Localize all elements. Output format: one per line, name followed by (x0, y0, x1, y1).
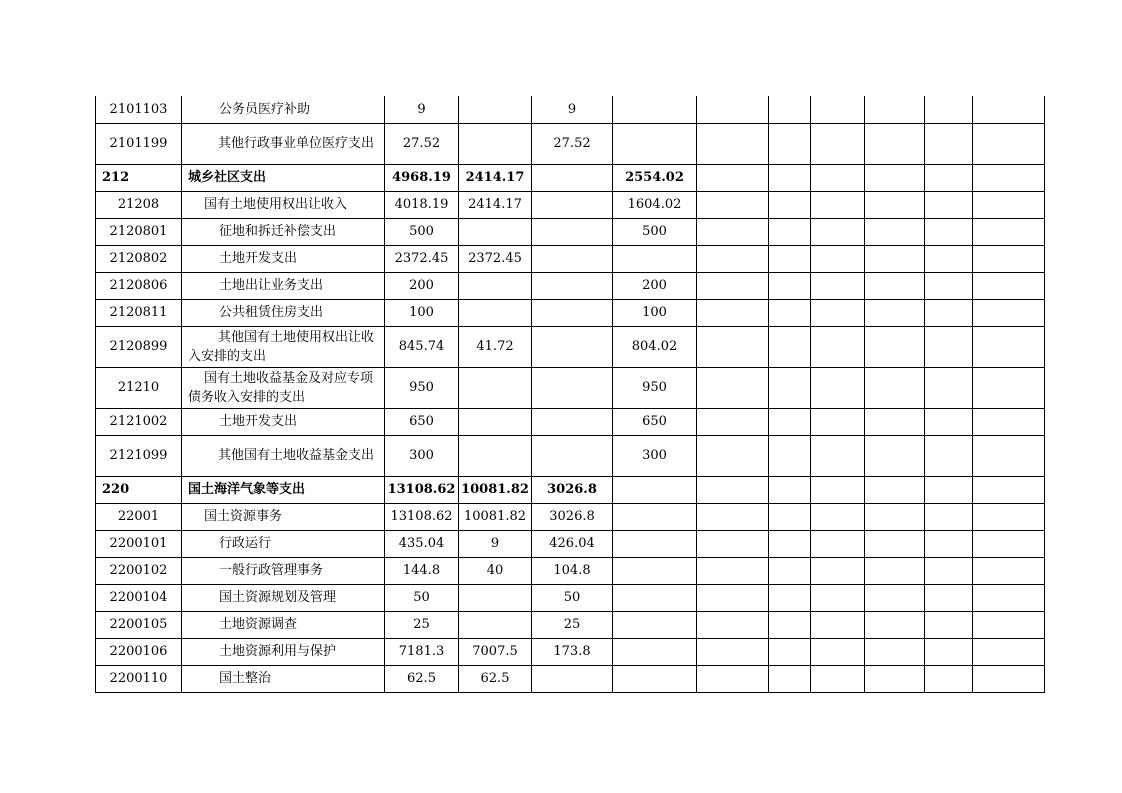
empty-cell (769, 611, 811, 638)
budget-table (95, 96, 1046, 693)
row-name: 土地资源调查 (182, 611, 385, 638)
table-row (96, 326, 1046, 367)
empty-cell (769, 638, 811, 665)
row-value-3: 100 (613, 299, 697, 326)
empty-cell (697, 584, 769, 611)
empty-cell (973, 408, 1045, 435)
empty-cell (973, 503, 1045, 530)
table-row (96, 96, 1046, 123)
row-value-1: 7007.5 (459, 638, 532, 665)
table-row (96, 584, 1046, 611)
empty-cell (811, 408, 865, 435)
table-body (96, 96, 1046, 692)
empty-cell (811, 123, 865, 164)
empty-cell (811, 299, 865, 326)
empty-cell (769, 367, 811, 408)
table-row (96, 123, 1046, 164)
empty-cell (865, 326, 925, 367)
row-name: 城乡社区支出 (182, 164, 385, 191)
row-name: 土地开发支出 (182, 408, 385, 435)
empty-cell (925, 299, 973, 326)
empty-cell (769, 326, 811, 367)
row-value-3: 2554.02 (613, 164, 697, 191)
row-code: 2101199 (96, 123, 182, 164)
row-value-2: 426.04 (532, 530, 613, 557)
empty-cell (697, 476, 769, 503)
row-code: 2200104 (96, 584, 182, 611)
row-value-3 (613, 530, 697, 557)
row-total: 300 (385, 435, 459, 476)
empty-cell (925, 367, 973, 408)
row-name: 国土资源事务 (182, 503, 385, 530)
empty-cell (811, 557, 865, 584)
empty-cell (769, 584, 811, 611)
row-value-3: 300 (613, 435, 697, 476)
table-row (96, 164, 1046, 191)
empty-cell (925, 123, 973, 164)
row-code: 2200102 (96, 557, 182, 584)
empty-cell (865, 299, 925, 326)
row-value-2: 3026.8 (532, 503, 613, 530)
empty-cell (697, 96, 769, 123)
empty-cell (769, 164, 811, 191)
empty-cell (697, 164, 769, 191)
row-value-2 (532, 326, 613, 367)
table-row (96, 435, 1046, 476)
row-total: 4018.19 (385, 191, 459, 218)
row-name: 其他国有土地收益基金支出 (182, 435, 385, 476)
empty-cell (769, 272, 811, 299)
empty-cell (769, 123, 811, 164)
row-value-1 (459, 435, 532, 476)
table-row (96, 218, 1046, 245)
table-row (96, 191, 1046, 218)
row-value-2 (532, 408, 613, 435)
row-name: 其他行政事业单位医疗支出 (182, 123, 385, 164)
row-value-1 (459, 96, 532, 123)
row-value-1 (459, 123, 532, 164)
empty-cell (811, 96, 865, 123)
empty-cell (973, 96, 1045, 123)
row-value-1 (459, 611, 532, 638)
row-total: 200 (385, 272, 459, 299)
row-value-2 (532, 191, 613, 218)
empty-cell (925, 435, 973, 476)
table-row (96, 638, 1046, 665)
row-code: 2200101 (96, 530, 182, 557)
empty-cell (925, 408, 973, 435)
empty-cell (865, 638, 925, 665)
table-row (96, 476, 1046, 503)
row-value-3: 650 (613, 408, 697, 435)
row-name: 公共租赁住房支出 (182, 299, 385, 326)
row-name: 国土资源规划及管理 (182, 584, 385, 611)
row-value-1 (459, 218, 532, 245)
empty-cell (925, 530, 973, 557)
empty-cell (925, 164, 973, 191)
row-value-3 (613, 557, 697, 584)
empty-cell (865, 557, 925, 584)
row-code: 2200110 (96, 665, 182, 692)
row-name: 其他国有土地使用权出让收入安排的支出 (182, 326, 385, 367)
empty-cell (865, 503, 925, 530)
row-name: 征地和拆迁补偿支出 (182, 218, 385, 245)
row-name: 国土海洋气象等支出 (182, 476, 385, 503)
row-name: 公务员医疗补助 (182, 96, 385, 123)
row-value-2 (532, 245, 613, 272)
empty-cell (769, 191, 811, 218)
empty-cell (973, 191, 1045, 218)
empty-cell (925, 272, 973, 299)
empty-cell (973, 611, 1045, 638)
empty-cell (697, 530, 769, 557)
row-value-1 (459, 584, 532, 611)
empty-cell (811, 245, 865, 272)
row-total: 13108.62 (385, 476, 459, 503)
row-total: 2372.45 (385, 245, 459, 272)
row-value-3 (613, 584, 697, 611)
row-value-2 (532, 272, 613, 299)
empty-cell (973, 299, 1045, 326)
empty-cell (769, 299, 811, 326)
row-value-3: 200 (613, 272, 697, 299)
row-name: 国土整治 (182, 665, 385, 692)
empty-cell (925, 476, 973, 503)
row-value-2 (532, 299, 613, 326)
row-code: 220 (96, 476, 182, 503)
empty-cell (973, 476, 1045, 503)
empty-cell (697, 299, 769, 326)
row-total: 25 (385, 611, 459, 638)
empty-cell (865, 272, 925, 299)
empty-cell (811, 435, 865, 476)
row-code: 21210 (96, 367, 182, 408)
empty-cell (697, 665, 769, 692)
empty-cell (769, 218, 811, 245)
row-value-2: 27.52 (532, 123, 613, 164)
empty-cell (811, 503, 865, 530)
empty-cell (973, 557, 1045, 584)
empty-cell (973, 272, 1045, 299)
empty-cell (973, 367, 1045, 408)
empty-cell (811, 367, 865, 408)
row-code: 2120899 (96, 326, 182, 367)
row-value-1 (459, 272, 532, 299)
empty-cell (769, 665, 811, 692)
row-value-2 (532, 367, 613, 408)
row-total: 144.8 (385, 557, 459, 584)
row-value-2: 50 (532, 584, 613, 611)
row-value-2 (532, 164, 613, 191)
row-value-3 (613, 638, 697, 665)
empty-cell (769, 245, 811, 272)
row-value-2: 9 (532, 96, 613, 123)
empty-cell (697, 638, 769, 665)
row-value-2: 173.8 (532, 638, 613, 665)
empty-cell (925, 611, 973, 638)
empty-cell (925, 96, 973, 123)
empty-cell (865, 435, 925, 476)
empty-cell (865, 611, 925, 638)
empty-cell (865, 408, 925, 435)
row-total: 7181.3 (385, 638, 459, 665)
row-code: 2200105 (96, 611, 182, 638)
row-value-2: 25 (532, 611, 613, 638)
empty-cell (865, 96, 925, 123)
row-value-2 (532, 218, 613, 245)
row-total: 845.74 (385, 326, 459, 367)
empty-cell (697, 611, 769, 638)
table-row (96, 367, 1046, 408)
empty-cell (973, 123, 1045, 164)
empty-cell (697, 123, 769, 164)
empty-cell (865, 665, 925, 692)
empty-cell (865, 218, 925, 245)
row-code: 2120811 (96, 299, 182, 326)
row-code: 2120802 (96, 245, 182, 272)
empty-cell (697, 326, 769, 367)
row-value-1: 2372.45 (459, 245, 532, 272)
empty-cell (769, 476, 811, 503)
row-value-2: 3026.8 (532, 476, 613, 503)
row-code: 2200106 (96, 638, 182, 665)
table-row (96, 503, 1046, 530)
row-value-1: 2414.17 (459, 164, 532, 191)
empty-cell (973, 638, 1045, 665)
row-name: 土地开发支出 (182, 245, 385, 272)
empty-cell (925, 665, 973, 692)
empty-cell (973, 245, 1045, 272)
table-row (96, 530, 1046, 557)
row-total: 50 (385, 584, 459, 611)
empty-cell (973, 665, 1045, 692)
row-name: 国有土地使用权出让收入 (182, 191, 385, 218)
empty-cell (925, 191, 973, 218)
empty-cell (811, 476, 865, 503)
empty-cell (769, 96, 811, 123)
table-row (96, 408, 1046, 435)
empty-cell (973, 584, 1045, 611)
row-total: 4968.19 (385, 164, 459, 191)
row-value-3 (613, 123, 697, 164)
empty-cell (811, 272, 865, 299)
empty-cell (769, 435, 811, 476)
row-value-2 (532, 665, 613, 692)
empty-cell (811, 584, 865, 611)
empty-cell (697, 272, 769, 299)
row-value-3: 804.02 (613, 326, 697, 367)
row-value-3: 500 (613, 218, 697, 245)
row-value-1 (459, 367, 532, 408)
row-code: 2121099 (96, 435, 182, 476)
row-code: 212 (96, 164, 182, 191)
empty-cell (973, 164, 1045, 191)
row-total: 650 (385, 408, 459, 435)
row-total: 9 (385, 96, 459, 123)
table-row (96, 299, 1046, 326)
empty-cell (925, 584, 973, 611)
empty-cell (865, 476, 925, 503)
empty-cell (769, 557, 811, 584)
empty-cell (769, 408, 811, 435)
row-total: 100 (385, 299, 459, 326)
row-value-3 (613, 611, 697, 638)
empty-cell (811, 191, 865, 218)
row-name: 土地出让业务支出 (182, 272, 385, 299)
empty-cell (769, 503, 811, 530)
row-name: 土地资源利用与保护 (182, 638, 385, 665)
empty-cell (811, 218, 865, 245)
empty-cell (697, 557, 769, 584)
table-row (96, 611, 1046, 638)
empty-cell (811, 665, 865, 692)
empty-cell (769, 530, 811, 557)
row-name: 一般行政管理事务 (182, 557, 385, 584)
empty-cell (811, 326, 865, 367)
empty-cell (865, 584, 925, 611)
row-total: 950 (385, 367, 459, 408)
row-code: 2120806 (96, 272, 182, 299)
empty-cell (811, 530, 865, 557)
row-total: 27.52 (385, 123, 459, 164)
empty-cell (973, 435, 1045, 476)
empty-cell (925, 638, 973, 665)
row-value-1: 40 (459, 557, 532, 584)
table-row (96, 665, 1046, 692)
row-total: 435.04 (385, 530, 459, 557)
row-value-3 (613, 245, 697, 272)
empty-cell (973, 326, 1045, 367)
table-row (96, 245, 1046, 272)
empty-cell (973, 218, 1045, 245)
row-value-1: 41.72 (459, 326, 532, 367)
empty-cell (865, 164, 925, 191)
empty-cell (811, 164, 865, 191)
empty-cell (973, 530, 1045, 557)
row-value-3 (613, 665, 697, 692)
empty-cell (865, 191, 925, 218)
row-name: 行政运行 (182, 530, 385, 557)
row-value-2: 104.8 (532, 557, 613, 584)
empty-cell (811, 611, 865, 638)
row-code: 2120801 (96, 218, 182, 245)
row-value-1 (459, 299, 532, 326)
empty-cell (697, 435, 769, 476)
row-value-3 (613, 503, 697, 530)
empty-cell (811, 638, 865, 665)
row-value-3 (613, 476, 697, 503)
empty-cell (865, 367, 925, 408)
row-value-1: 2414.17 (459, 191, 532, 218)
empty-cell (697, 503, 769, 530)
row-code: 21208 (96, 191, 182, 218)
empty-cell (925, 218, 973, 245)
table-row (96, 272, 1046, 299)
row-value-3: 950 (613, 367, 697, 408)
empty-cell (865, 245, 925, 272)
row-value-3 (613, 96, 697, 123)
empty-cell (925, 503, 973, 530)
row-value-1: 62.5 (459, 665, 532, 692)
empty-cell (925, 245, 973, 272)
row-value-1: 10081.82 (459, 503, 532, 530)
empty-cell (697, 218, 769, 245)
row-value-1: 10081.82 (459, 476, 532, 503)
row-value-3: 1604.02 (613, 191, 697, 218)
row-name: 国有土地收益基金及对应专项债务收入安排的支出 (182, 367, 385, 408)
empty-cell (865, 530, 925, 557)
row-code: 2101103 (96, 96, 182, 123)
row-total: 500 (385, 218, 459, 245)
row-value-1 (459, 408, 532, 435)
table-row (96, 557, 1046, 584)
empty-cell (697, 245, 769, 272)
empty-cell (865, 123, 925, 164)
row-total: 62.5 (385, 665, 459, 692)
empty-cell (697, 367, 769, 408)
row-value-2 (532, 435, 613, 476)
row-total: 13108.62 (385, 503, 459, 530)
empty-cell (925, 557, 973, 584)
empty-cell (925, 326, 973, 367)
row-code: 22001 (96, 503, 182, 530)
empty-cell (697, 408, 769, 435)
row-value-1: 9 (459, 530, 532, 557)
empty-cell (697, 191, 769, 218)
row-code: 2121002 (96, 408, 182, 435)
